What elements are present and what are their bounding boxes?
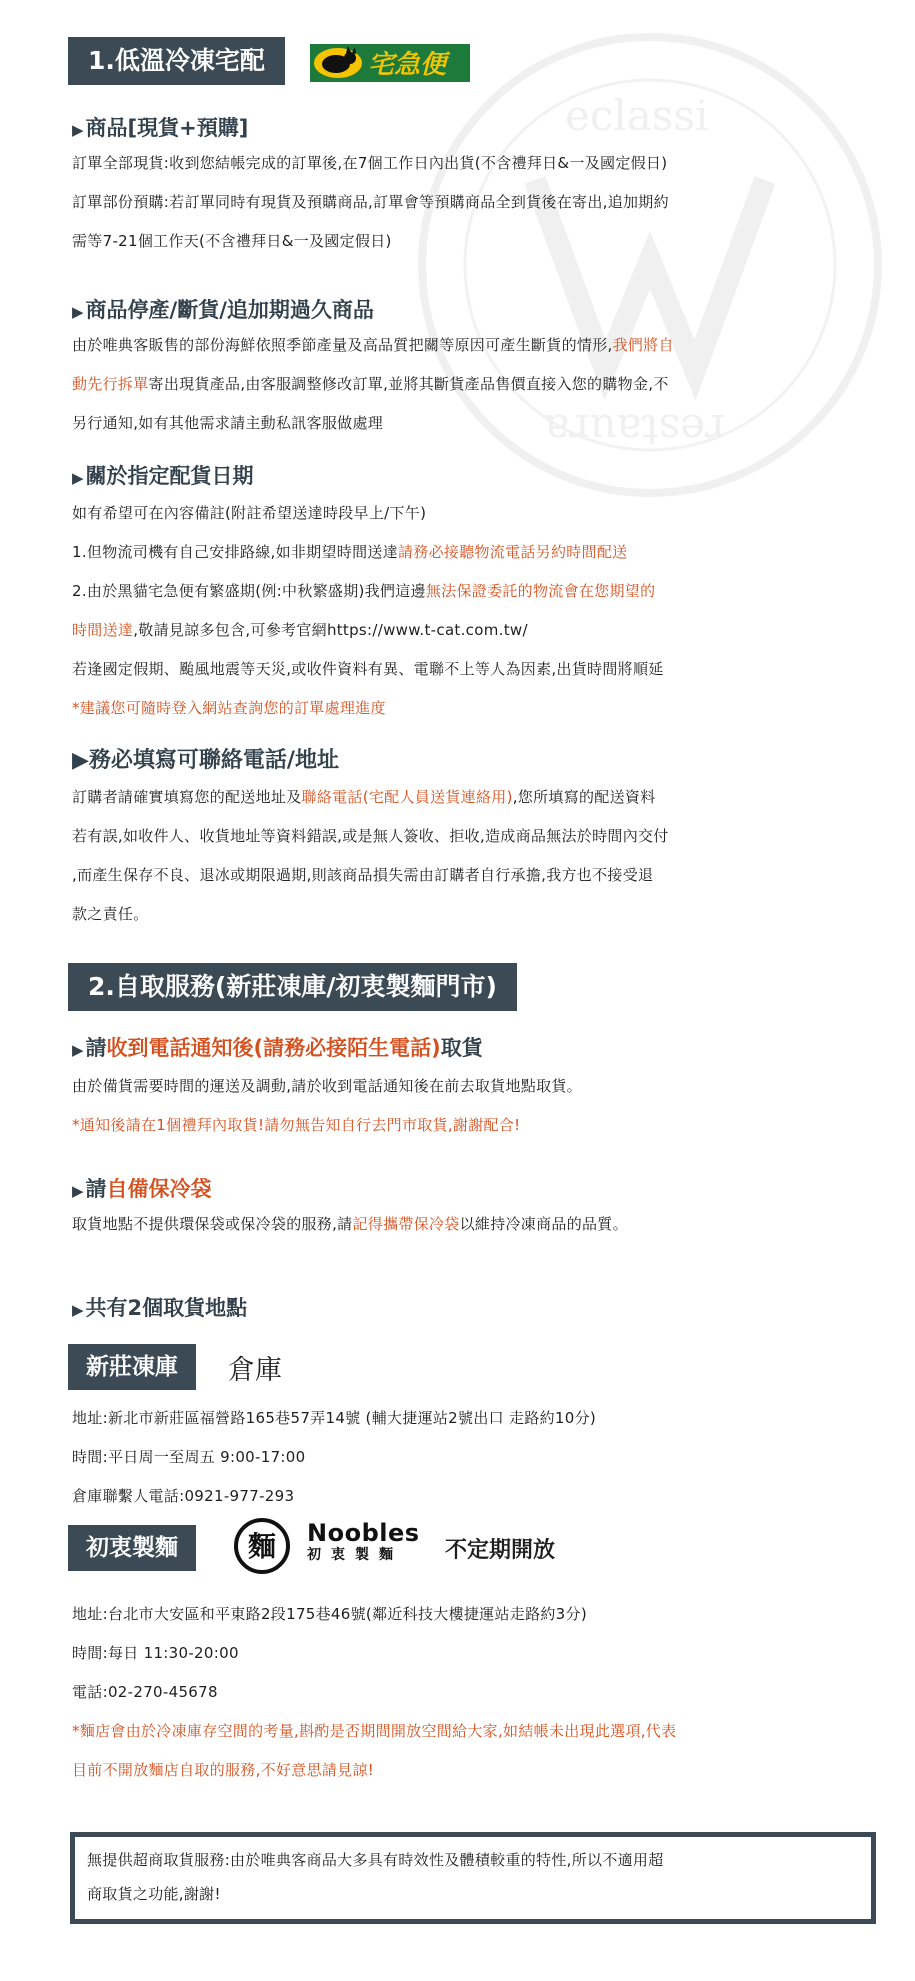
triangle-bullet-icon: ▶ xyxy=(72,1182,84,1200)
text-line: 商取貨之功能,謝謝! xyxy=(87,1885,221,1903)
text-line: 若逢國定假期、颱風地震等天災,或收件資料有異、電聯不上等人為因素,出貨時間將順延 xyxy=(72,660,664,678)
heading-date: ▶關於指定配貨日期 xyxy=(72,464,254,488)
logo-text: 宅急便 xyxy=(368,50,447,80)
location-title-xinzhuang: 新莊凍庫 xyxy=(68,1344,196,1390)
location-address: 地址:新北市新莊區福營路165巷57弄14號 (輔大捷運站2號出口 走路約10分) xyxy=(72,1409,597,1427)
watermark-top-text: eclassi xyxy=(565,91,709,140)
text-line: 取貨地點不提供環保袋或保冷袋的服務,請記得攜帶保冷袋以維持冷凍商品的品質。 xyxy=(72,1215,628,1233)
text-line: 由於備貨需要時間的運送及調動,請於收到電話通知後在前去取貨地點取貨。 xyxy=(72,1077,582,1095)
heading-bag: ▶請自備保冷袋 xyxy=(72,1177,212,1201)
footer-notice-box xyxy=(70,1832,876,1924)
text-line: 時間送達,敬請見諒多包含,可參考官網https://www.t-cat.com.tw/ xyxy=(72,621,528,639)
heading-locations: ▶共有2個取貨地點 xyxy=(72,1296,248,1320)
brand-name-zh: 初衷製麵 xyxy=(307,1547,403,1563)
text-line-notice: *通知後請在1個禮拜內取貨!請勿無告知自行去門市取貨,謝謝配合! xyxy=(72,1116,521,1134)
triangle-bullet-icon: ▶ xyxy=(72,469,84,487)
text-line: 1.但物流司機有自己安排路線,如非期望時間送達請務必接聽物流電話另約時間配送 xyxy=(72,543,628,561)
heading-contact: ▶務必填寫可聯絡電話/地址 xyxy=(72,748,339,773)
text-line-notice: *麵店會由於冷凍庫存空間的考量,斟酌是否期間開放空間給大家,如結帳未出現此選項,代表 xyxy=(72,1722,677,1740)
noobles-logo-icon xyxy=(233,1517,291,1575)
black-cat-logo-icon xyxy=(310,44,470,82)
noobles-brand xyxy=(307,1520,420,1564)
watermark-logo-icon xyxy=(415,30,885,500)
text-line-notice: 目前不開放麵店自取的服務,不好意思請見諒! xyxy=(72,1761,375,1779)
svg-text:麵: 麵 xyxy=(247,1530,277,1563)
text-line: ,而產生保存不良、退冰或期限過期,則該商品損失需由訂購者自行承擔,我方也不接受退 xyxy=(72,866,654,884)
text-line-notice: *建議您可隨時登入網站查詢您的訂單處理進度 xyxy=(72,699,386,717)
text-line: 由於唯典客販售的部份海鮮依照季節產量及高品質把關等原因可產生斷貨的情形,我們將自 xyxy=(72,336,674,354)
text-line: 無提供超商取貨服務:由於唯典客商品大多具有時效性及體積較重的特性,所以不適用超 xyxy=(87,1851,664,1869)
heading-goods: ▶商品[現貨+預購] xyxy=(72,116,249,140)
location-address: 地址:台北市大安區和平東路2段175巷46號(鄰近科技大樓捷運站走路約3分) xyxy=(72,1605,587,1623)
text-line: 動先行拆單寄出現貨產品,由客服調整修改訂單,並將其斷貨產品售價直接入您的購物金,不 xyxy=(72,375,669,393)
brand-name: Noobles xyxy=(307,1519,420,1547)
text-line: 2.由於黑貓宅急便有繁盛期(例:中秋繁盛期)我們這邊無法保證委託的物流會在您期望的 xyxy=(72,582,656,600)
text-line: 如有希望可在內容備註(附註希望送達時段早上/下午) xyxy=(72,504,427,522)
text-line: 訂購者請確實填寫您的配送地址及聯絡電話(宅配人員送貨連絡用),您所填寫的配送資料 xyxy=(72,788,656,806)
text-line: 訂單部份預購:若訂單同時有現貨及預購商品,訂單會等預購商品全到貨後在寄出,追加期約 xyxy=(72,193,669,211)
section-title-pickup: 2.自取服務(新莊凍庫/初衷製麵門市) xyxy=(68,963,517,1011)
heading-discontinued: ▶商品停產/斷貨/追加期過久商品 xyxy=(72,298,374,322)
triangle-bullet-icon: ▶ xyxy=(72,1301,84,1319)
triangle-bullet-icon: ▶ xyxy=(72,303,84,321)
location-hours: 時間:每日 11:30-20:00 xyxy=(72,1644,239,1662)
text-line: 若有誤,如收件人、收貨地址等資料錯誤,或是無人簽收、拒收,造成商品無法於時間內交付 xyxy=(72,827,669,845)
location-phone: 電話:02-270-45678 xyxy=(72,1683,218,1701)
text-line: 另行通知,如有其他需求請主動私訊客服做處理 xyxy=(72,414,384,432)
triangle-bullet-icon: ▶ xyxy=(72,1041,84,1059)
location-hours: 時間:平日周一至周五 9:00-17:00 xyxy=(72,1448,306,1466)
text-line: 訂單全部現貨:收到您結帳完成的訂單後,在7個工作日內出貨(不含禮拜日&一及國定假日) xyxy=(72,154,668,172)
triangle-bullet-icon: ▶ xyxy=(72,121,84,139)
location-type: 倉庫 xyxy=(228,1355,282,1386)
location-phone: 倉庫聯繫人電話:0921-977-293 xyxy=(72,1487,295,1505)
text-line: 款之責任。 xyxy=(72,905,149,923)
watermark-bottom-text: restaura xyxy=(544,405,725,454)
section-title-delivery: 1.低溫冷凍宅配 xyxy=(68,37,285,85)
location-title-noobles: 初衷製麵 xyxy=(68,1525,196,1571)
location-note: 不定期開放 xyxy=(445,1538,556,1563)
heading-pickup-call: ▶請收到電話通知後(請務必接陌生電話)取貨 xyxy=(72,1036,483,1060)
text-line: 需等7-21個工作天(不含禮拜日&一及國定假日) xyxy=(72,232,392,250)
